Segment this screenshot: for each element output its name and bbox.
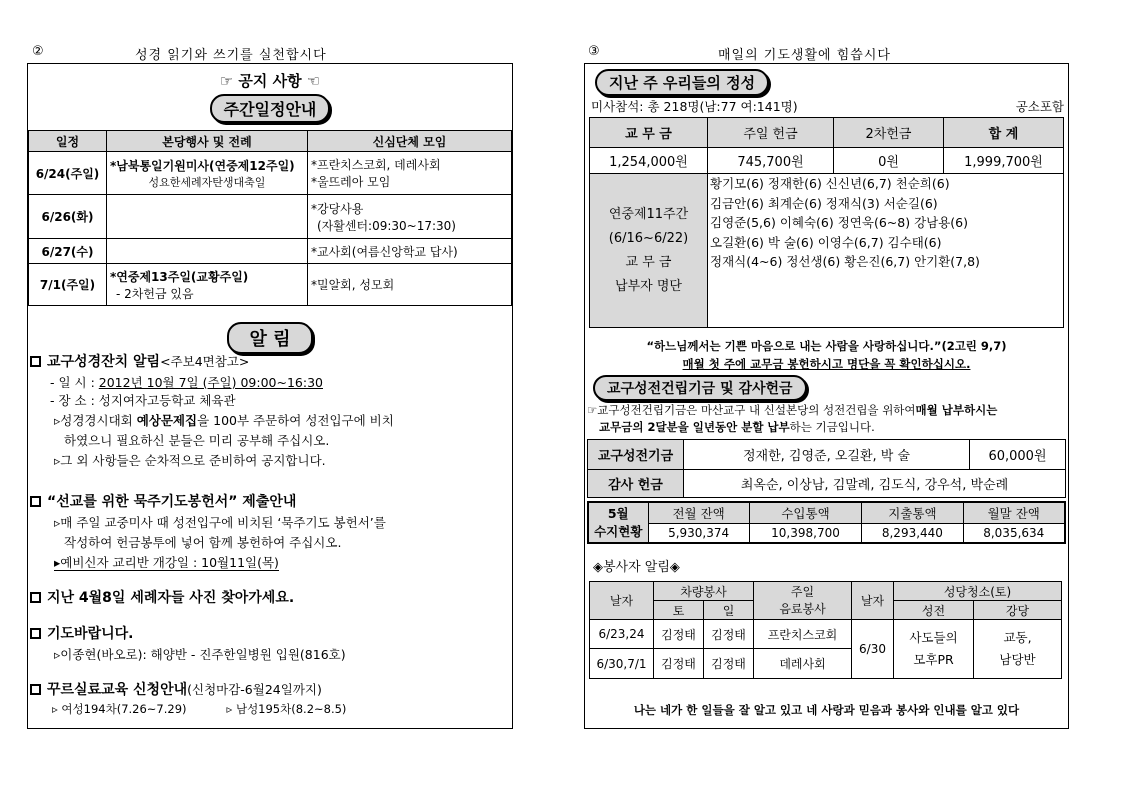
week-label: 납부자 명단 — [615, 278, 682, 294]
offering-value: 1,999,700원 — [944, 148, 1064, 174]
volunteer-cell: 김정태 — [704, 649, 754, 679]
notice-title: ☞ 공지 사항 ☜ — [219, 72, 321, 90]
text-line: ▹이종현(바오로): 해양반 - 진주한일병원 입원(816호) — [54, 647, 346, 662]
text-line: ▹ 남성195차(8.2~8.5) — [226, 702, 347, 716]
volunteer-col: 날자 — [590, 582, 654, 620]
fund-label: 감사 헌금 — [588, 470, 684, 498]
text-line: - 일 시 : — [50, 375, 99, 390]
text-line: ▹성경경시대회 — [54, 413, 137, 428]
offering-col: 2차헌금 — [834, 118, 944, 148]
schedule-date: 6/24(주일) — [29, 152, 107, 195]
balance-col: 월말 잔액 — [963, 502, 1065, 523]
fund-amount: 60,000원 — [970, 440, 1066, 470]
section-title: “선교를 위한 묵주기도봉헌서” 제출안내 — [47, 494, 297, 510]
attendance-note: 공소포함 — [1015, 99, 1064, 114]
table-row — [590, 620, 1062, 649]
quote-line: 매월 첫 주에 교무금 봉헌하시고 명단을 꼭 확인하십시오. — [682, 357, 971, 371]
schedule-date: 7/1(주일) — [29, 264, 107, 306]
fund-desc: 하는 기금입니다. — [789, 420, 875, 434]
schedule-date: 6/27(수) — [29, 239, 107, 264]
offering-col: 주일 헌금 — [708, 118, 834, 148]
volunteer-col: 성전 — [894, 601, 974, 620]
square-bullet-icon — [30, 684, 41, 695]
fund-table — [587, 439, 1066, 498]
offering-value: 0원 — [834, 148, 944, 174]
volunteer-col: 일 — [704, 601, 754, 620]
offering-title: 지난 주 우리들의 정성 — [595, 69, 769, 96]
volunteer-col: 날자 — [852, 582, 894, 620]
right-page-number: ③ — [588, 44, 601, 59]
fund-desc: 매월 납부하시는 — [915, 403, 998, 417]
offering-col: 합 계 — [944, 118, 1064, 148]
volunteer-cell: 모후PR — [913, 652, 954, 667]
fund-desc: 교무금의 2달분을 일년동안 분할 납부 — [599, 420, 790, 434]
schedule-main-line: *연중제13주일(교황주일) — [110, 269, 249, 284]
donor-line: 황기모(6) 정재한(6) 신신년(6,7) 천순희(6) — [710, 176, 950, 191]
text-line: ▹그 외 사항들은 순차적으로 준비하여 공지합니다. — [54, 453, 326, 468]
schedule-title: 주간일정안내 — [210, 94, 331, 123]
volunteer-table — [589, 581, 1062, 679]
square-bullet-icon — [30, 356, 41, 367]
schedule-col-group: 신심단체 모임 — [308, 131, 512, 152]
volunteer-cell: 데레사회 — [754, 649, 852, 679]
donor-line: 김영준(5,6) 이혜숙(6) 정연욱(6~8) 강남용(6) — [710, 215, 968, 230]
fund-label: 교구성전기금 — [588, 440, 684, 470]
schedule-group-line: *밀알회, 성모회 — [308, 264, 512, 306]
balance-label: 수지현황 — [594, 523, 643, 539]
text-line: 작성하여 헌금봉투에 넣어 함께 봉헌하여 주십시오. — [64, 535, 342, 550]
text-line: 하였으니 필요하신 분들은 미리 공부해 주십시오. — [64, 433, 330, 448]
schedule-group-line: (자활센터:09:30~17:30) — [317, 218, 456, 233]
table-row — [29, 195, 512, 239]
quote-line: “하느님께서는 기쁜 마음으로 내는 사람을 사랑하십니다.”(2고린 9,7) — [646, 339, 1007, 353]
right-panel — [584, 63, 1069, 729]
volunteer-cell: 남당반 — [999, 652, 1036, 667]
balance-col: 지출통액 — [862, 502, 963, 523]
offering-table — [589, 117, 1064, 328]
section-title: 지난 4월8일 세례자들 사진 찾아가세요. — [47, 590, 295, 606]
text-line: - 장 소 : 성지여자고등학교 체육관 — [50, 393, 236, 408]
volunteer-cell: 6/23,24 — [590, 620, 654, 649]
text-line: ▸예비신자 교리반 개강일 : 10월11일(목) — [54, 555, 279, 570]
alim-title: 알 림 — [227, 322, 312, 354]
volunteer-cell: 6/30,7/1 — [590, 649, 654, 679]
fund-names: 정재한, 김영준, 오길환, 박 술 — [684, 440, 970, 470]
fund-title: 교구성전건립기금 및 감사헌금 — [593, 375, 807, 401]
balance-value: 10,398,700 — [749, 523, 862, 543]
attendance: 미사참석: 총 218명(남:77 여:141명) — [591, 99, 798, 114]
square-bullet-icon — [30, 628, 41, 639]
text-line: ▹매 주일 교중미사 때 성전입구에 비치된 ‘묵주기도 봉헌서’를 — [54, 515, 386, 530]
donor-line: 김금안(6) 최계순(6) 정재식(3) 서순길(6) — [710, 195, 938, 211]
schedule-main-line: - 2차헌금 있음 — [116, 286, 194, 301]
section-title: 꾸르실료교육 신청안내 — [47, 682, 188, 698]
volunteer-cell: 김정태 — [654, 649, 704, 679]
left-page-header: 성경 읽기와 쓰기를 실천합시다 — [135, 48, 327, 63]
volunteer-cell: 김정태 — [654, 620, 704, 649]
table-row — [29, 152, 512, 195]
balance-col: 수입통액 — [749, 502, 862, 523]
left-panel — [27, 63, 513, 729]
text-line: 을 100부 주문하여 성전입구에 비치 — [197, 413, 394, 428]
offering-value: 1,254,000원 — [590, 148, 708, 174]
schedule-group-line: *교사회(여름신앙학교 답사) — [308, 239, 512, 264]
schedule-date: 6/26(화) — [29, 195, 107, 239]
donor-line: 오길환(6) 박 술(6) 이영수(6,7) 김수태(6) — [710, 234, 942, 250]
volunteer-col: 토 — [654, 601, 704, 620]
left-page-number: ② — [32, 44, 45, 59]
schedule-col-main: 본당행사 및 전례 — [107, 131, 308, 152]
volunteer-cell: 김정태 — [704, 620, 754, 649]
schedule-table — [28, 130, 512, 306]
schedule-group-line: *울뜨레아 모임 — [311, 175, 391, 189]
offering-value: 745,700원 — [708, 148, 834, 174]
offering-col: 교 무 금 — [590, 118, 708, 148]
balance-value: 8,293,440 — [862, 523, 963, 543]
volunteer-title: ◈봉사자 알림◈ — [593, 560, 680, 575]
text-line: ▹ 여성194차(7.26~7.29) — [52, 702, 187, 716]
right-page-header: 매일의 기도생활에 힘씁시다 — [718, 48, 891, 63]
balance-col: 전월 잔액 — [648, 502, 749, 523]
schedule-col-date: 일정 — [29, 131, 107, 152]
footer-verse: 나는 네가 한 일들을 잘 알고 있고 네 사랑과 믿음과 봉사와 인내를 알고 있다 — [633, 703, 1020, 717]
table-row — [29, 264, 512, 306]
text-line: 2012년 10월 7일 (주일) 09:00~16:30 — [98, 375, 323, 390]
week-label: 연중제11주간 — [608, 206, 689, 222]
fund-desc: ☞교구성전건립기금은 마산교구 내 신설본당의 성전건립을 위하여 — [587, 403, 916, 417]
volunteer-col: 주일 — [790, 584, 815, 599]
volunteer-col: 강당 — [974, 601, 1062, 620]
section-subtitle: <주보4면참고> — [160, 354, 250, 369]
volunteer-cell: 프란치스코회 — [754, 620, 852, 649]
week-label: 교 무 금 — [625, 254, 672, 270]
section-subtitle: (신청마감-6월24일까지) — [187, 682, 322, 697]
balance-value: 8,035,634 — [963, 523, 1065, 543]
balance-label: 5월 — [607, 505, 629, 521]
announcements — [30, 351, 510, 717]
section-title: 기도바랍니다. — [47, 626, 134, 642]
section-title: 교구성경잔치 알림 — [47, 354, 161, 370]
balance-value: 5,930,374 — [648, 523, 749, 543]
text-line: 예상문제집 — [136, 413, 198, 428]
balance-table — [587, 501, 1066, 544]
schedule-group-line: *강당사용 — [311, 201, 364, 216]
volunteer-col: 음료봉사 — [779, 601, 826, 616]
week-label: (6/16~6/22) — [608, 230, 689, 246]
volunteer-cell: 6/30 — [852, 620, 894, 679]
donor-line: 정재식(4~6) 정선생(6) 황은진(6,7) 안기환(7,8) — [710, 254, 980, 269]
square-bullet-icon — [30, 496, 41, 507]
volunteer-cell: 사도들의 — [909, 630, 958, 645]
volunteer-col: 성당청소(토) — [894, 582, 1062, 601]
table-row — [29, 239, 512, 264]
fund-names: 최옥순, 이상남, 김말례, 김도식, 강우석, 박순례 — [684, 470, 1066, 498]
square-bullet-icon — [30, 592, 41, 603]
schedule-main-line: *남북통일기원미사(연중제12주일) — [110, 158, 295, 173]
volunteer-col: 차량봉사 — [654, 582, 754, 601]
volunteer-cell: 교동, — [1003, 630, 1032, 645]
schedule-main-line: 성요한세례자탄생대축일 — [148, 175, 266, 189]
schedule-group-line: *프란치스코회, 데레사회 — [311, 158, 441, 172]
